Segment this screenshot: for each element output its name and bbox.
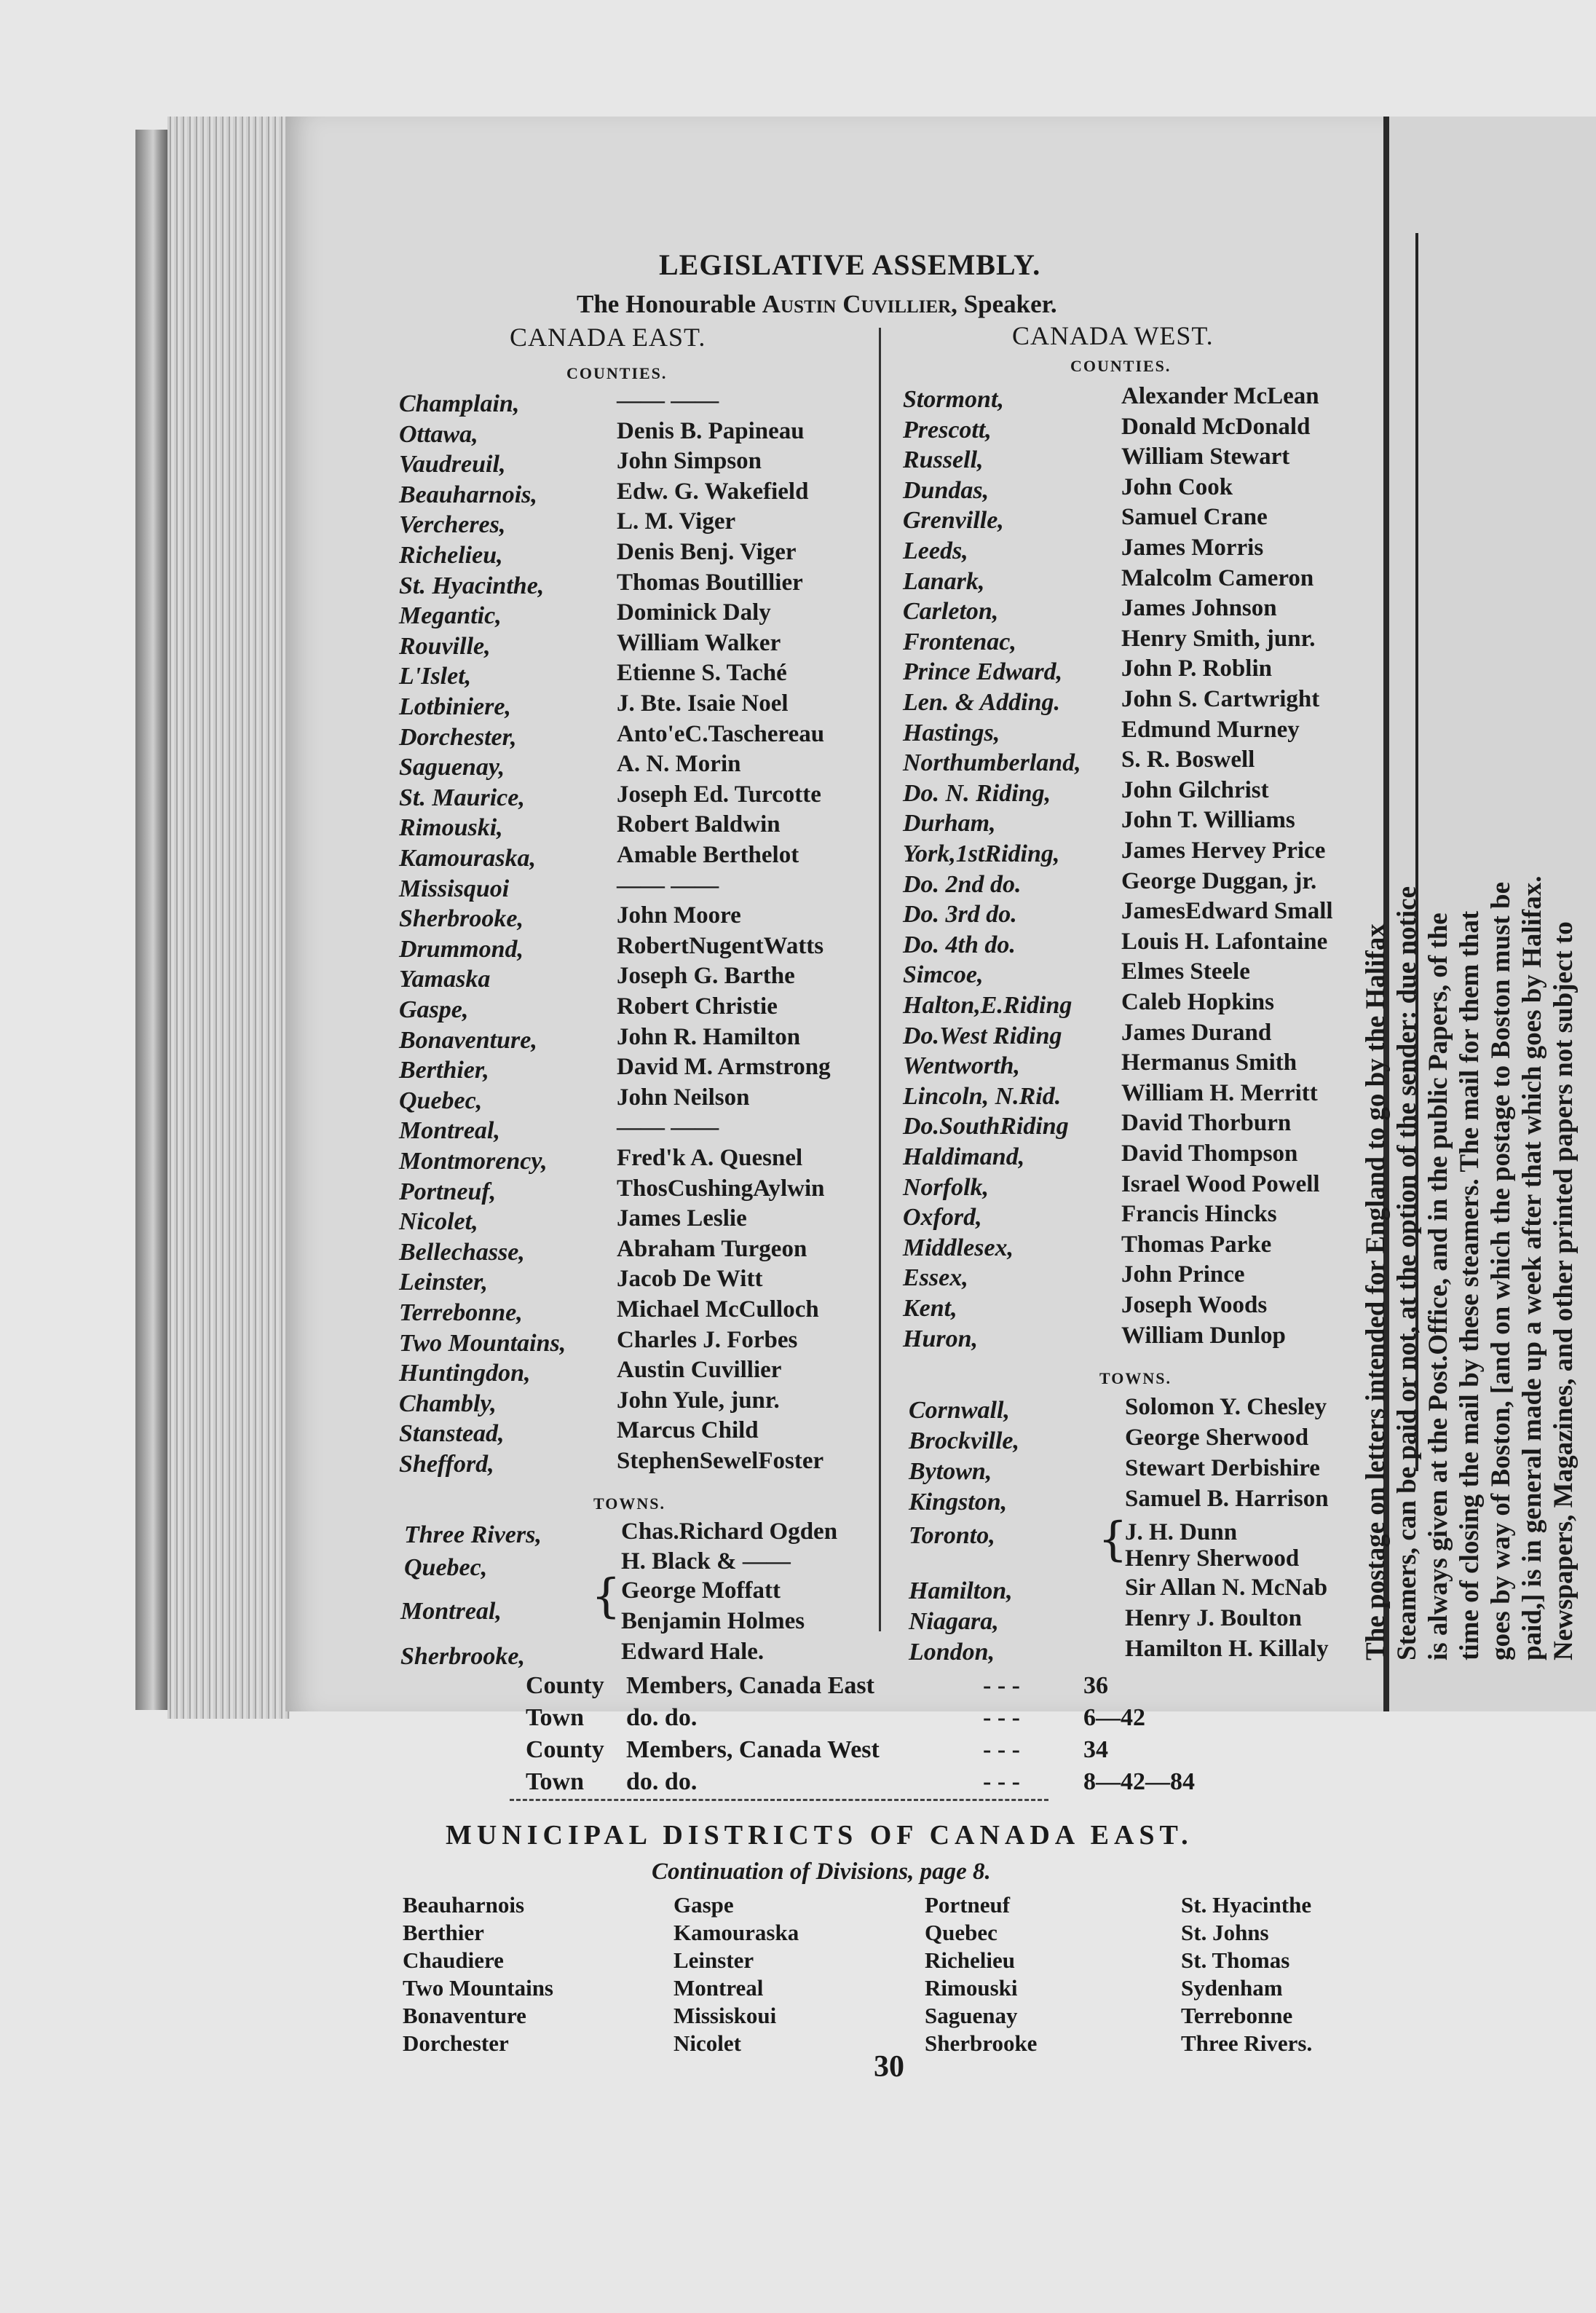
east-county-member: David M. Armstrong	[617, 1054, 831, 1081]
west-county-place: Stormont,	[903, 386, 1004, 413]
west-town-member: Hamilton H. Killaly	[1125, 1636, 1329, 1662]
west-county-member: Edmund Murney	[1121, 716, 1300, 743]
east-county-place: Quebec,	[399, 1087, 483, 1114]
west-county-member: JamesEdward Small	[1121, 898, 1333, 925]
east-county-member: Anto'eC.Taschereau	[617, 720, 825, 747]
east-county-member: A. N. Morin	[617, 751, 741, 778]
municipal-district: St. Johns	[1181, 1920, 1269, 1945]
west-county-member: Alexander McLean	[1121, 383, 1319, 409]
west-county-place: Grenville,	[903, 507, 1004, 535]
east-county-place: Nicolet,	[399, 1208, 478, 1236]
west-county-member: John Gilchrist	[1121, 776, 1269, 803]
west-county-member: William Stewart	[1121, 444, 1290, 470]
east-county-place: Huntingdon,	[399, 1360, 531, 1387]
facing-page-line: goes by way of Boston, [and on which the postage to Boston must be	[1486, 881, 1516, 1660]
east-county-place: St. Maurice,	[399, 784, 525, 811]
east-county-member: Amable Berthelot	[617, 842, 799, 868]
page-stack-edges	[167, 117, 290, 1719]
municipal-district: Nicolet	[673, 2030, 741, 2056]
west-county-member: John Cook	[1121, 473, 1233, 500]
east-county-place: Bellechasse,	[399, 1238, 525, 1266]
summary-label: County	[526, 1672, 604, 1699]
summary-value: 8—42—84	[1083, 1768, 1195, 1795]
west-county-place: Simcoe,	[903, 961, 984, 989]
west-county-member: David Thorburn	[1121, 1110, 1292, 1137]
east-county-member: —— ——	[617, 387, 719, 414]
municipal-title: MUNICIPAL DISTRICTS OF CANADA EAST.	[446, 1820, 1193, 1851]
west-county-place: Do.West Riding	[903, 1022, 1062, 1049]
west-county-member: James Morris	[1121, 535, 1264, 561]
east-county-member: John Neilson	[617, 1084, 750, 1111]
east-county-member: Denis B. Papineau	[617, 417, 805, 444]
summary-dots: - - -	[983, 1768, 1020, 1795]
east-county-place: Lotbiniere,	[399, 693, 511, 720]
east-county-member: Austin Cuvillier	[617, 1357, 782, 1384]
municipal-district: Beauharnois	[403, 1892, 525, 1918]
east-county-member: John R. Hamilton	[617, 1023, 801, 1050]
west-county-place: Lincoln, N.Rid.	[903, 1082, 1062, 1110]
west-county-member: James Durand	[1121, 1019, 1272, 1046]
west-town-member: J. H. Dunn	[1125, 1519, 1238, 1545]
west-county-place: Huron,	[903, 1325, 978, 1352]
east-county-place: Two Mountains,	[399, 1329, 566, 1357]
municipal-district: Sherbrooke	[925, 2030, 1038, 2056]
east-town-place: Montreal,	[400, 1598, 502, 1625]
facing-page-line: is always given at the Post.Office, and in the public Papers, of the	[1423, 913, 1453, 1660]
east-county-place: Yamaska	[399, 966, 491, 993]
east-county-place: Beauharnois,	[399, 481, 537, 508]
west-town-place: Bytown,	[909, 1458, 992, 1485]
brace-icon: {	[591, 1569, 621, 1623]
page-number: 30	[874, 2050, 904, 2084]
west-county-member: Hermanus Smith	[1121, 1049, 1297, 1076]
west-county-place: Russell,	[903, 446, 984, 474]
municipal-district: Kamouraska	[673, 1920, 799, 1945]
east-county-place: Megantic,	[399, 602, 502, 630]
facing-page-line: Newspapers, Magazines, and other printed papers not subject to	[1549, 921, 1579, 1660]
east-county-member: Robert Christie	[617, 993, 778, 1020]
east-county-member: Robert Baldwin	[617, 811, 781, 838]
east-county-member: Joseph Ed. Turcotte	[617, 781, 821, 808]
speaker-suffix: Speaker.	[963, 290, 1057, 318]
east-county-member: Edw. G. Wakefield	[617, 478, 809, 505]
west-county-place: Haldimand,	[903, 1143, 1025, 1170]
municipal-district: Rimouski	[925, 1975, 1018, 2001]
west-town-place: London,	[909, 1639, 995, 1666]
west-county-member: Donald McDonald	[1121, 413, 1311, 440]
east-county-member: Abraham Turgeon	[617, 1235, 807, 1262]
summary-dots: - - -	[983, 1672, 1020, 1699]
east-county-member: Joseph G. Barthe	[617, 963, 795, 990]
west-county-member: John P. Roblin	[1121, 655, 1272, 682]
west-town-place: Kingston,	[909, 1489, 1008, 1516]
west-county-member: S. R. Boswell	[1121, 746, 1255, 773]
east-county-place: Rouville,	[399, 632, 491, 660]
east-county-member: Denis Benj. Viger	[617, 539, 797, 565]
municipal-district: St. Thomas	[1181, 1947, 1290, 1973]
east-county-place: Gaspe,	[399, 996, 469, 1023]
east-county-place: L'Islet,	[399, 663, 472, 690]
west-county-member: David Thompson	[1121, 1140, 1298, 1167]
west-county-place: Do.SouthRiding	[903, 1113, 1069, 1140]
east-town-member: George Moffatt	[621, 1577, 781, 1604]
speaker-last-name: Cuvillier,	[842, 290, 957, 318]
summary-value: 34	[1083, 1736, 1108, 1763]
east-county-place: Drummond,	[399, 935, 524, 963]
east-county-member: Thomas Boutillier	[617, 569, 803, 596]
east-county-place: Ottawa,	[399, 420, 478, 448]
east-county-place: St. Hyacinthe,	[399, 572, 545, 599]
summary-text: Members, Canada West	[626, 1736, 880, 1763]
east-county-place: Rimouski,	[399, 814, 503, 842]
west-county-place: Wentworth,	[903, 1052, 1020, 1080]
west-town-place: Toronto,	[909, 1522, 995, 1549]
facing-page	[1361, 117, 1596, 1711]
municipal-district: Saguenay	[925, 2003, 1018, 2028]
east-county-member: Dominick Daly	[617, 599, 771, 626]
municipal-district: Montreal	[673, 1975, 764, 2001]
east-county-member: RobertNugentWatts	[617, 932, 824, 959]
municipal-district: Berthier	[403, 1920, 484, 1945]
municipal-district: Chaudiere	[403, 1947, 504, 1973]
west-county-member: Elmes Steele	[1121, 958, 1250, 985]
west-county-place: Do. 4th do.	[903, 931, 1016, 958]
west-county-place: Middlesex,	[903, 1234, 1014, 1261]
west-county-place: Norfolk,	[903, 1173, 989, 1201]
east-county-member: Jacob De Witt	[617, 1266, 763, 1293]
east-county-place: Portneuf,	[399, 1178, 497, 1205]
west-county-place: Do. N. Riding,	[903, 779, 1051, 807]
municipal-district: St. Hyacinthe	[1181, 1892, 1312, 1918]
east-county-member: John Simpson	[617, 448, 762, 475]
east-county-place: Montmorency,	[399, 1148, 548, 1175]
summary-label: Town	[526, 1768, 585, 1795]
west-county-place: Prescott,	[903, 416, 992, 444]
west-county-place: Durham,	[903, 810, 996, 838]
summary-label: County	[526, 1736, 604, 1763]
west-town-place: Brockville,	[909, 1427, 1020, 1454]
east-county-member: Marcus Child	[617, 1417, 759, 1444]
west-county-member: George Duggan, jr.	[1121, 867, 1317, 894]
summary-dots: - - -	[983, 1704, 1020, 1731]
west-county-place: Kent,	[903, 1295, 957, 1322]
east-county-place: Chambly,	[399, 1390, 497, 1417]
municipal-district: Richelieu	[925, 1947, 1015, 1973]
west-county-member: Francis Hincks	[1121, 1201, 1277, 1228]
west-county-member: William H. Merritt	[1121, 1079, 1318, 1106]
west-county-member: John Prince	[1121, 1261, 1245, 1288]
east-county-place: Berthier,	[399, 1057, 489, 1084]
east-county-place: Kamouraska,	[399, 845, 536, 872]
east-county-place: Champlain,	[399, 390, 520, 417]
summary-rule	[510, 1799, 1048, 1801]
west-town-place: Cornwall,	[909, 1397, 1010, 1424]
facing-page-line: paid,] is in general made up a week after that which goes by Halifax.	[1517, 875, 1547, 1660]
west-county-place: Northumberland,	[903, 749, 1081, 777]
facing-page-line: time of closing the mail by these steamers. The mail for them that	[1455, 910, 1485, 1660]
west-county-place: Oxford,	[903, 1204, 982, 1232]
page-title: LEGISLATIVE ASSEMBLY.	[659, 248, 1041, 281]
east-county-place: Saguenay,	[399, 754, 505, 781]
west-county-member: John T. Williams	[1121, 807, 1295, 834]
east-county-place: Missisquoi	[399, 875, 510, 902]
facing-page-text-column-1	[1360, 255, 1579, 1675]
west-town-member: Solomon Y. Chesley	[1125, 1394, 1327, 1420]
east-county-place: Dorchester,	[399, 723, 517, 751]
municipal-district: Quebec	[925, 1920, 998, 1945]
column-divider	[879, 328, 881, 1631]
speaker-prefix: The Honourable	[577, 290, 756, 318]
east-county-member: John Yule, junr.	[617, 1387, 780, 1414]
municipal-district: Dorchester	[403, 2030, 509, 2056]
speaker-first-name: Austin	[762, 290, 837, 318]
west-town-member: Sir Allan N. McNab	[1125, 1575, 1328, 1601]
east-county-member: J. Bte. Isaie Noel	[617, 690, 789, 717]
east-county-member: Fred'k A. Quesnel	[617, 1145, 803, 1171]
east-county-member: William Walker	[617, 629, 781, 656]
west-county-member: Joseph Woods	[1121, 1292, 1268, 1318]
facing-page-line: Steamers, can be paid or not, at the option of the sender: due notice	[1392, 886, 1422, 1660]
west-county-member: John S. Cartwright	[1121, 686, 1320, 712]
summary-text: do. do.	[626, 1704, 698, 1731]
west-county-place: Prince Edward,	[903, 658, 1063, 686]
east-county-member: Michael McCulloch	[617, 1296, 819, 1323]
east-county-place: Vaudreuil,	[399, 451, 506, 478]
municipal-district: Three Rivers.	[1181, 2030, 1313, 2056]
west-county-member: James Hervey Price	[1121, 838, 1326, 864]
east-county-member: StephenSewelFoster	[617, 1448, 824, 1474]
section-heading-west: CANADA WEST.	[1012, 321, 1214, 350]
summary-value: 36	[1083, 1672, 1108, 1699]
speaker-line	[577, 290, 1057, 319]
west-county-place: Do. 2nd do.	[903, 870, 1022, 898]
municipal-district: Gaspe	[673, 1892, 734, 1918]
east-county-member: L. M. Viger	[617, 508, 736, 535]
east-county-place: Vercheres,	[399, 511, 506, 539]
east-county-place: Shefford,	[399, 1451, 494, 1478]
west-county-place: Halton,E.Riding	[903, 992, 1072, 1019]
west-county-member: Louis H. Lafontaine	[1121, 928, 1328, 955]
municipal-district: Terrebonne	[1181, 2003, 1293, 2028]
east-county-member: —— ——	[617, 872, 719, 899]
west-town-place: Hamilton,	[909, 1577, 1013, 1604]
west-county-place: York,1stRiding,	[903, 840, 1060, 867]
west-county-member: Malcolm Cameron	[1121, 564, 1314, 591]
west-county-member: William Dunlop	[1121, 1322, 1286, 1349]
east-county-member: Etienne S. Taché	[617, 660, 787, 687]
summary-text: Members, Canada East	[626, 1672, 874, 1699]
east-towns-label: TOWNS.	[593, 1494, 666, 1513]
facing-page-line: The postage on letters intended for England to go by the Halifax	[1361, 923, 1391, 1660]
east-county-member: Charles J. Forbes	[617, 1326, 798, 1353]
west-county-member: Caleb Hopkins	[1121, 989, 1274, 1015]
east-town-member: Chas.Richard Ogden	[621, 1518, 838, 1545]
east-town-member: Edward Hale.	[621, 1639, 765, 1665]
east-town-member: H. Black & ——	[621, 1548, 791, 1575]
municipal-district: Leinster	[673, 1947, 754, 1973]
summary-value: 6—42	[1083, 1704, 1145, 1731]
west-town-place: Niagara,	[909, 1608, 999, 1635]
section-heading-east: CANADA EAST.	[510, 323, 706, 352]
west-county-place: Frontenac,	[903, 628, 1016, 655]
municipal-district: Bonaventure	[403, 2003, 526, 2028]
west-county-member: Israel Wood Powell	[1121, 1170, 1320, 1197]
east-county-place: Leinster,	[399, 1269, 488, 1296]
east-town-place: Three Rivers,	[404, 1521, 542, 1548]
west-town-member: Henry J. Boulton	[1125, 1605, 1302, 1631]
east-county-place: Montreal,	[399, 1117, 500, 1145]
west-county-member: James Johnson	[1121, 595, 1277, 622]
west-town-member: Samuel B. Harrison	[1125, 1486, 1329, 1512]
book-spine-edge	[135, 130, 167, 1710]
east-county-place: Sherbrooke,	[399, 905, 524, 933]
west-county-place: Hastings,	[903, 719, 1000, 746]
west-county-member: Henry Smith, junr.	[1121, 625, 1316, 652]
west-county-place: Leeds,	[903, 537, 968, 564]
municipal-district: Missiskoui	[673, 2003, 777, 2028]
east-town-member: Benjamin Holmes	[621, 1608, 805, 1634]
west-town-member: Stewart Derbishire	[1125, 1455, 1320, 1481]
municipal-district: Two Mountains	[403, 1975, 553, 2001]
municipal-district: Portneuf	[925, 1892, 1011, 1918]
east-county-member: James Leslie	[617, 1205, 747, 1232]
municipal-district: Sydenham	[1181, 1975, 1283, 2001]
east-county-place: Stanstead,	[399, 1420, 505, 1448]
west-county-place: Carleton,	[903, 598, 999, 626]
summary-text: do. do.	[626, 1768, 698, 1795]
east-county-place: Richelieu,	[399, 542, 503, 569]
east-town-place: Quebec,	[404, 1554, 488, 1581]
east-county-member: John Moore	[617, 902, 741, 929]
west-towns-label: TOWNS.	[1099, 1369, 1172, 1387]
summary-dots: - - -	[983, 1736, 1020, 1763]
west-town-member: George Sherwood	[1125, 1425, 1309, 1451]
west-county-member: Thomas Parke	[1121, 1231, 1272, 1258]
west-counties-label: COUNTIES.	[1070, 357, 1172, 375]
brace-icon: {	[1098, 1513, 1128, 1567]
west-town-member: Henry Sherwood	[1125, 1545, 1300, 1572]
east-counties-label: COUNTIES.	[566, 364, 668, 382]
east-county-member: —— ——	[617, 1114, 719, 1141]
west-county-place: Lanark,	[903, 567, 985, 595]
summary-label: Town	[526, 1704, 585, 1731]
east-county-place: Bonaventure,	[399, 1026, 537, 1054]
west-county-member: Samuel Crane	[1121, 504, 1268, 531]
east-county-member: ThosCushingAylwin	[617, 1175, 825, 1202]
west-county-place: Dundas,	[903, 476, 989, 504]
west-county-place: Do. 3rd do.	[903, 901, 1017, 929]
municipal-subtitle: Continuation of Divisions, page 8.	[652, 1859, 991, 1885]
west-county-place: Essex,	[903, 1264, 968, 1292]
east-county-place: Terrebonne,	[399, 1299, 523, 1326]
west-county-place: Len. & Adding.	[903, 689, 1060, 716]
east-town-place: Sherbrooke,	[400, 1643, 525, 1670]
